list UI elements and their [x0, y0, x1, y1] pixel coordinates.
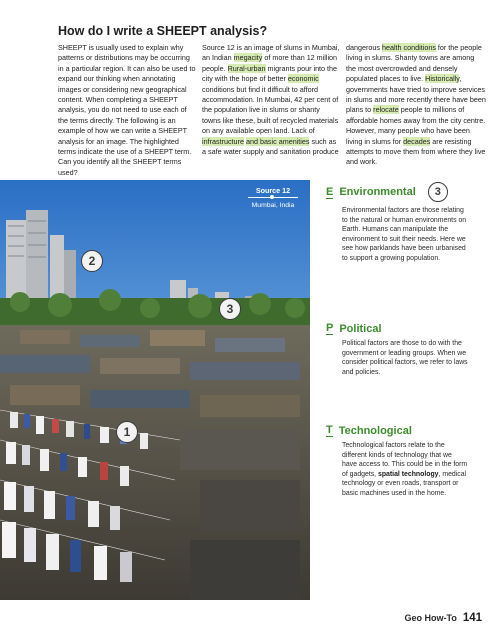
source-label: Source 12	[255, 186, 291, 195]
highlighted-term: decades	[403, 136, 431, 146]
text-run: such as a safe water supply and sanitation produce	[202, 136, 339, 157]
section-letter: E	[326, 185, 334, 198]
section-body	[342, 441, 468, 499]
text-run: SHEEPT is usually used to explain why patterns or distributions may be occurring in a particular region. It can also be used to expand our thinking when annotating images or considering new geographical content. When completing a SHEEPT analysis, you do not need to use each of the terms directly. The following is an example of how we can write a SHEEPT analysis for an image. The highlighted terms indicate the use of a SHEEPT term. Can you identify all the SHEEPT terms used?	[58, 43, 196, 177]
text-run: Technological factors relate to the different kinds of technology that we have access to. This could be in the form of gadgets,	[342, 442, 468, 478]
highlighted-term: health conditions	[381, 43, 436, 52]
text-run: , governments have tried to improve services in slums and more recently there have been plans to	[346, 74, 486, 115]
highlighted-term: Historically	[425, 74, 460, 84]
section-body	[342, 206, 468, 264]
text-run: people to millions of affordable homes away from the city centre. However, many people who have been living in slums for	[346, 105, 486, 146]
text-run: , medical technology or even roads, transport or basic machines used in the home.	[342, 470, 467, 497]
text-run: migrants pour into the city with the hope of better	[202, 63, 338, 84]
highlighted-term: relocate	[373, 105, 399, 115]
text-run: dangerous	[346, 43, 382, 52]
section-title: Political	[339, 322, 382, 335]
page-number: 141	[462, 612, 482, 624]
text-run: Environmental factors are those relating to the natural or human environments on Earth. Humans can manipulate the environment to suit their needs. Here we see how parklands have been urbanised to support a growing population.	[342, 207, 467, 262]
marker-2: 2	[81, 250, 103, 272]
section-letter: P	[326, 322, 334, 334]
section-technological	[326, 424, 486, 499]
footer-label: Geo How-To	[404, 613, 457, 623]
page-footer	[404, 612, 482, 624]
source-caption: Mumbai, India	[251, 202, 295, 209]
marker-3: 3	[219, 298, 241, 320]
text-run: of more than 12 million people.	[202, 53, 338, 73]
highlighted-term: and basic amenities	[245, 136, 310, 146]
page-heading: How do I write a SHEEPT analysis?	[58, 24, 268, 38]
highlighted-term: infrastructure	[202, 136, 244, 146]
section-letter: T	[326, 424, 333, 436]
text-run: Political factors are those to do with the government or leading groups. When we consider political factors, we refer to laws and policies.	[342, 340, 468, 376]
highlighted-term: economic	[287, 74, 319, 84]
section-title: Environmental	[339, 186, 416, 198]
text-run: are resisting attempts to move them from where they live and work.	[346, 136, 486, 167]
section-body	[342, 339, 468, 377]
analysis-column-1	[202, 43, 340, 157]
section-environmental	[326, 182, 486, 264]
section-number: 3	[428, 182, 448, 202]
marker-1: 1	[116, 421, 138, 443]
highlighted-term: Rural-urban	[227, 63, 266, 73]
section-title: Technological	[338, 424, 412, 437]
text-run: conditions but find it difficult to afford accommodation. In Mumbai, 42 per cent of the population live in slums or shanty towns like these, built of recycled materials on any available open land. Lack of	[202, 84, 339, 136]
bold-term: spatial technology	[378, 470, 439, 478]
text-run: for the people living in slums. Shanty towns are among the most overcrowded and densely populated places to live.	[346, 43, 482, 84]
source-divider	[248, 197, 298, 198]
slum-photo	[0, 180, 310, 600]
intro-column	[58, 43, 196, 178]
text-run: Source 12 is an image of slums in Mumbai, an Indian	[202, 43, 340, 63]
analysis-column-2	[346, 43, 486, 168]
section-political	[326, 322, 486, 377]
highlighted-term: megacity	[233, 53, 263, 63]
